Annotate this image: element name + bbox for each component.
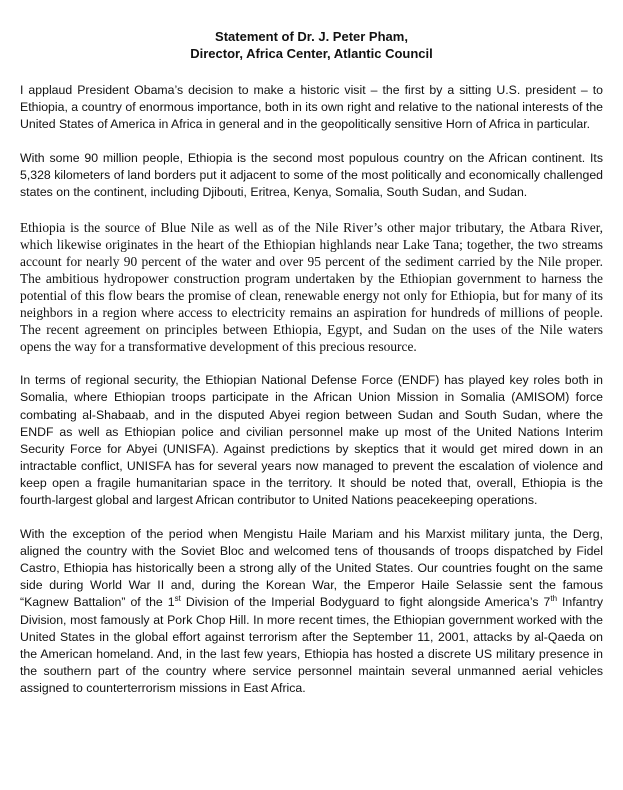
paragraph-alliance bbox=[20, 526, 603, 697]
paragraph-population: With some 90 million people, Ethiopia is the second most populous country on the African continent. Its 5,328 kilometers of land borders put it adjacent to some of the most politically and economically challenged states on the continent, including Djibouti, Eritrea, Kenya, Somalia, South Sudan, and Sudan. bbox=[20, 151, 603, 200]
paragraph-security: In terms of regional security, the Ethiopian National Defense Force (ENDF) has played key roles both in Somalia, where Ethiopian troops participate in the African Union Mission in Somalia (AMISOM) force combating al-Shabaab, and in the disputed Abyei region between Sudan and South Sudan, where the ENDF as well as Ethiopian police and civilian personnel make up most of the United Nations Interim Security Force for Abyei (UNISFA). Against predictions by skeptics that it would get mired down in an intractable conflict, UNISFA has for several years now managed to prevent the escalation of violence and keep open a fragile humanitarian space in the territory. It should be noted that, overall, Ethiopia is the fourth-largest global and largest African contributor to United Nations peacekeeping operations. bbox=[20, 373, 603, 507]
paragraph-nile: Ethiopia is the source of Blue Nile as well as of the Nile River’s other major tributary, the Atbara River, which likewise originates in the heart of the Ethiopian highlands near Lake Tana; together, the two streams account for nearly 90 percent of the water and over 95 percent of the sediment carried by the Nile proper. The ambitious hydropower construction program undertaken by the Ethiopian government to harness the potential of this flow bears the promise of clean, renewable energy not only for Ethiopia, but for many of its neighbors in a region where access to electricity remains an aspiration for hundreds of millions of people. The recent agreement on principles between Ethiopia, Egypt, and Sudan on the uses of the Nile waters opens the way for a transformative development of this precious resource. bbox=[20, 219, 603, 355]
alliance-text-part-2: Division of the Imperial Bodyguard to fight alongside America’s 7 bbox=[180, 595, 551, 610]
alliance-text-part-3: Infantry Division, most famously at Pork Chop Hill. In more recent times, the Ethiopian government worked with the United States in the global effort against terrorism after the September 11, 2001, attacks by al-Qaeda on the American homeland. And, in the last few years, Ethiopia has hosted a discrete US military presence in the southern part of the country where service personnel maintain several unmanned aerial vehicles assigned to counterterrorism missions in East Africa. bbox=[20, 595, 604, 695]
title-line-affiliation: Director, Africa Center, Atlantic Council bbox=[190, 46, 433, 61]
document-title bbox=[20, 28, 603, 62]
ordinal-suffix-th: th bbox=[550, 594, 558, 604]
title-line-author: Statement of Dr. J. Peter Pham, bbox=[215, 29, 408, 44]
paragraph-visit: I applaud President Obama’s decision to make a historic visit – the first by a sitting U.S. president – to Ethiopia, a country of enormous importance, both in its own right and relative to the national interests of the United States of America in Africa in general and in the geopolitically sensitive Horn of Africa in particular. bbox=[20, 83, 603, 132]
alliance-text-part-1: With the exception of the period when Mengistu Haile Mariam and his Marxist military junta, the Derg, aligned the country with the Soviet Bloc and welcomed tens of thousands of troops dispatched by Fidel Castro, Ethiopia has historically been a strong ally of the United States. Our countries fought on the same side during World War II and, during the Korean War, the Emperor Haile Selassie sent the famous “Kagnew Battalion” of the 1 bbox=[20, 527, 603, 610]
ordinal-suffix-st: st bbox=[174, 594, 181, 604]
statement-document bbox=[20, 28, 603, 697]
